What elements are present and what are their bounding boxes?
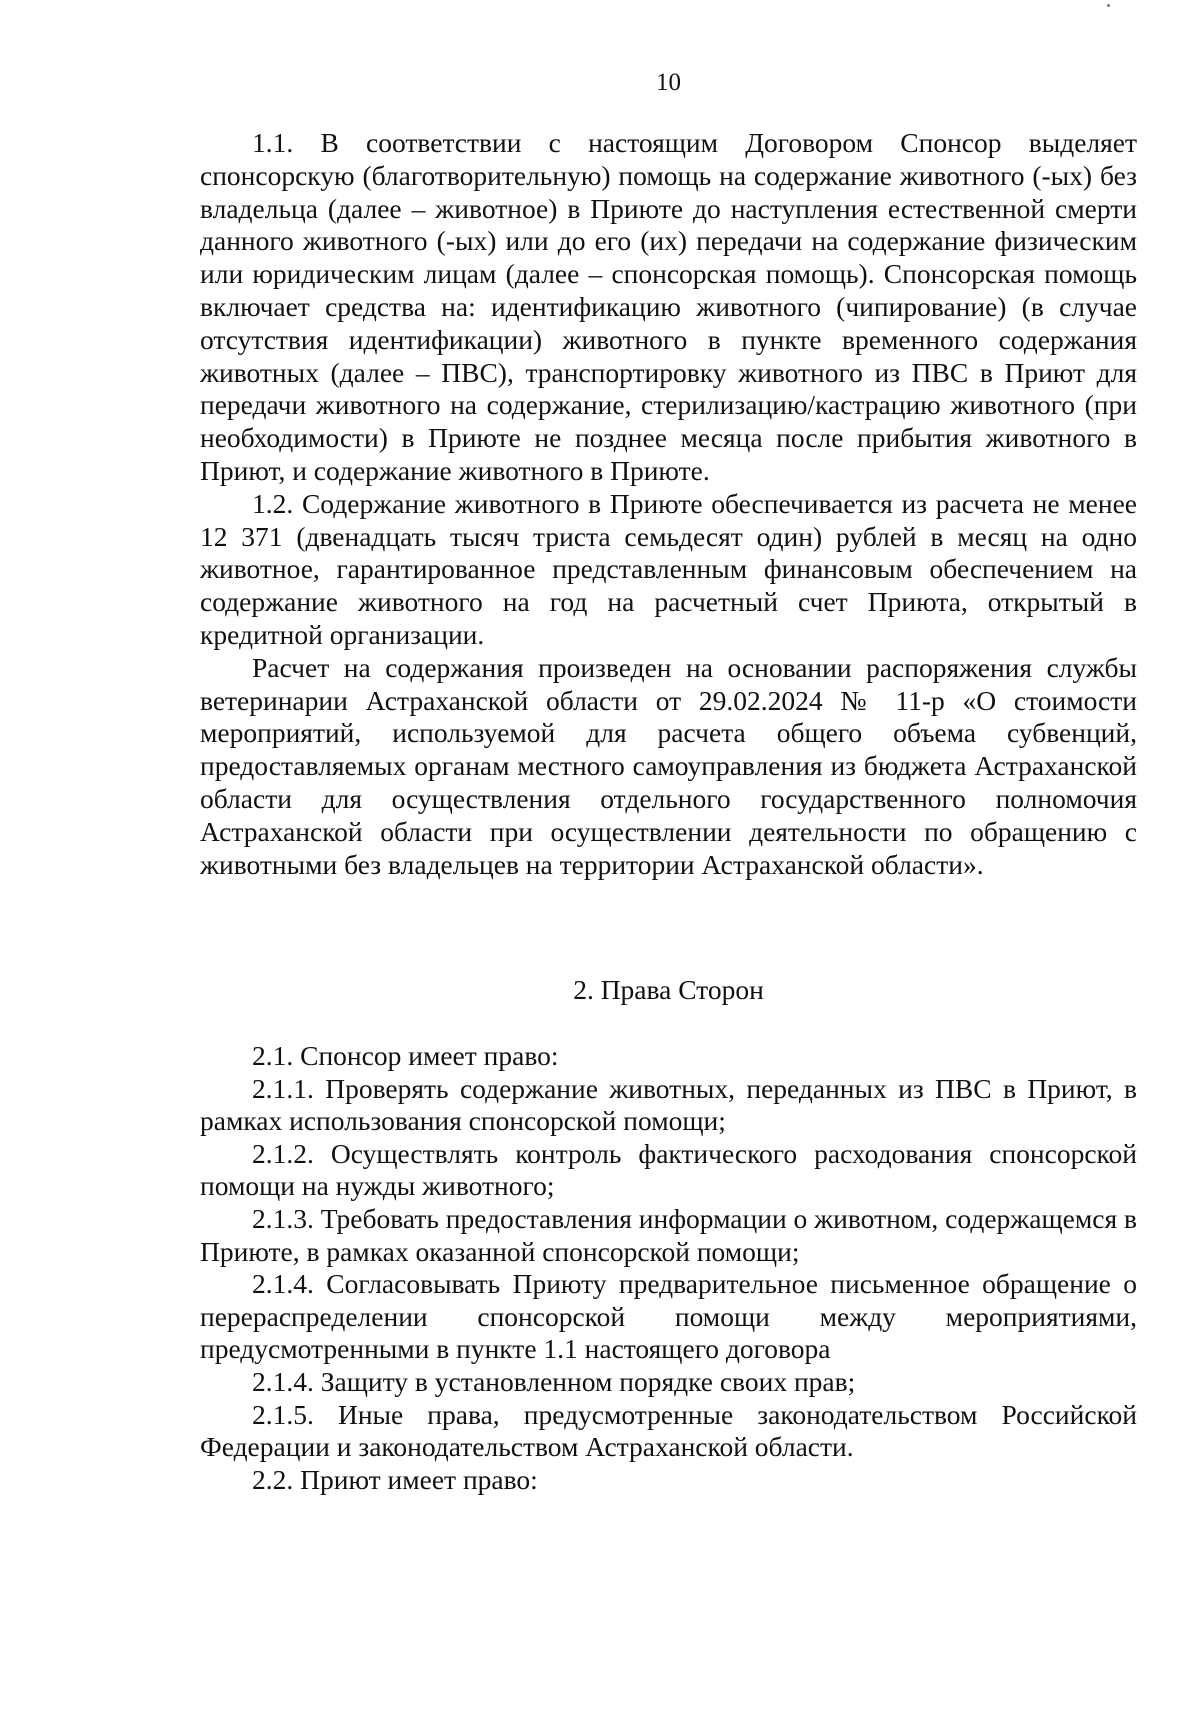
- paragraph-1-2: 1.2. Содержание животного в Приюте обеспечивается из расчета не менее 12 371 (двенадцать тысяч триста семьдесят один) рублей в месяц на одно животное, гарантированное представленным финансовым обеспечением на содержание животного на год на расчетный счет Приюта, открытый в кредитной организации.: [200, 487, 1137, 650]
- rights-item: 2.1. Спонсор имеет право:: [252, 1040, 559, 1071]
- rights-item: 2.1.3. Требовать предоставления информации о животном, содержащемся в Приюте, в рамках оказанной спонсорской помощи;: [200, 1202, 1137, 1267]
- paragraph-1-1: 1.1. В соответствии с настоящим Договором Спонсор выделяет спонсорскую (благотворительную) помощь на содержание животного (-ых) без владельца (далее – животное) в Приюте до наступления естественной смерти данного животного (-ых) или до его (их) передачи на содержание физическим или юридическим лицам (далее – спонсорская помощь). Спонсорская помощь включает средства на: идентификацию животного (чипирование) (в случае отсутствия идентификации) животного в пункте временного содержания животных (далее – ПВС), транспортировку животного из ПВС в Приют для передачи животного на содержание, стерилизацию/кастрацию животного (при необходимости) в Приюте не позднее месяца после прибытия животного в Приют, и содержание животного в Приюте.: [200, 127, 1137, 486]
- page-number: 10: [656, 69, 681, 96]
- scan-artifact-dot: [1107, 4, 1110, 7]
- rights-item: 2.1.4. Защиту в установленном порядке своих прав;: [252, 1365, 856, 1397]
- rights-item: 2.1.2. Осуществлять контроль фактического расходования спонсорской помощи на нужды животного;: [200, 1137, 1137, 1202]
- section-heading: 2. Права Сторон: [573, 974, 764, 1005]
- rights-list: [200, 1040, 1137, 1496]
- rights-item: 2.1.4. Согласовывать Приюту предварительное письменное обращение о перераспределении спонсорской помощи между мероприятиями, предусмотренными в пункте 1.1 настоящего договора: [200, 1268, 1137, 1365]
- rights-item: 2.2. Приют имеет право:: [252, 1463, 538, 1495]
- paragraph-calculation-basis: Расчет на содержания произведен на основании распоряжения службы ветеринарии Астраханской области от 29.02.2024 № 11-р «О стоимости мероприятий, используемой для расчета общего объема субвенций, предоставляемых органам местного самоуправления из бюджета Астраханской области для осуществления отдельного государственного полномочия Астраханской области при осуществлении деятельности по обращению с животными без владельцев на территории Астраханской области».: [200, 651, 1137, 880]
- document-body: [200, 127, 1137, 881]
- rights-item: 2.1.5. Иные права, предусмотренные законодательством Российской Федерации и законодательством Астраханской области.: [200, 1398, 1137, 1463]
- rights-item: 2.1.1. Проверять содержание животных, переданных из ПВС в Приют, в рамках использования спонсорской помощи;: [200, 1072, 1137, 1137]
